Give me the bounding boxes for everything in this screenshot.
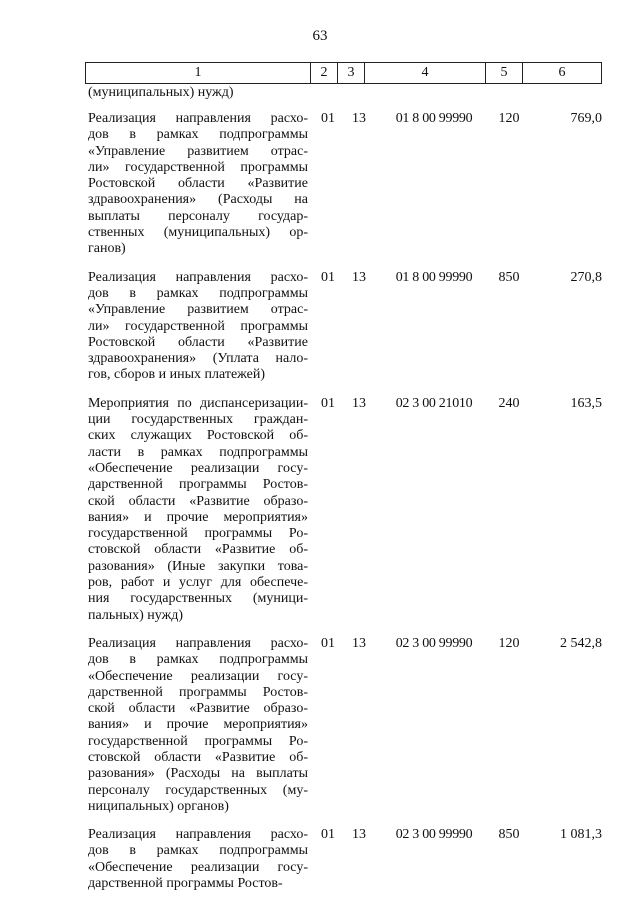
continuation-line: (муниципальных) нужд) [88,85,234,100]
description-line: ганов) [88,241,126,257]
subsection-code: 13 [352,395,366,411]
description-line: дарственной программы Ростов- [88,876,283,892]
description-line: Ростовской области «Развитие [88,176,308,192]
description-line: государственной программы Ро- [88,526,308,542]
description-line: дов в рамках подпрограммы [88,285,308,301]
description-line: разования» (Расходы на выплаты [88,766,308,782]
description-line: пальных) нужд) [88,607,184,623]
description-line: «Управление развитием отрас- [88,302,308,318]
target-article-code: 01 8 00 99990 [395,111,473,126]
amount-value: 270,8 [570,269,602,285]
target-article-code: 02 3 00 99990 [395,827,473,843]
description-line: стовской области «Развитие об- [88,749,308,765]
column-header-4: 4 [365,63,486,83]
description-line: здравоохранения» (Уплата нало- [88,351,308,367]
description-line: ли» государственной программы [88,318,308,334]
expense-type-code: 850 [498,269,520,285]
description-line: здравоохранения» (Расходы на [88,192,308,208]
description-line: дарственной программы Ростов- [88,477,308,493]
description-line: «Обеспечение реализации госу- [88,460,308,476]
description-line: Реализация направления расхо- [88,111,308,126]
row-description [88,396,308,624]
section-code: 01 [321,827,335,843]
target-article-code: 01 8 00 99990 [395,269,473,285]
description-line: ласти в рамках подпрограммы [88,444,308,460]
description-line: государственной программы Ро- [88,733,308,749]
description-line: ской области «Развитие образо- [88,701,308,717]
description-line: вания» и прочие мероприятия» [88,509,308,525]
row-description [88,270,308,384]
row-description [88,111,308,258]
table-body [88,85,602,892]
description-line: дов в рамках подпрограммы [88,843,308,859]
subsection-code: 13 [352,111,366,126]
subsection-code: 13 [352,635,366,651]
target-article-code: 02 3 00 99990 [395,635,473,651]
expense-type-code: 240 [498,395,520,411]
description-line: разования» (Иные закупки това- [88,558,308,574]
column-header-2: 2 [311,63,338,83]
table-row [88,111,602,258]
section-code: 01 [321,395,335,411]
table-row [88,270,602,384]
description-line: Ростовской области «Развитие [88,334,308,350]
target-article-code: 02 3 00 21010 [395,395,473,411]
description-line: гов, сборов и иных платежей) [88,367,266,383]
description-line: Мероприятия по диспансеризации- [88,395,308,411]
table-row [88,396,602,624]
subsection-code: 13 [352,827,366,843]
description-line: Реализация направления расхо- [88,635,308,651]
section-code: 01 [321,269,335,285]
description-line: «Обеспечение реализации госу- [88,859,308,875]
table-row [88,827,602,892]
description-line: дов в рамках подпрограммы [88,127,308,143]
expense-type-code: 120 [498,111,520,126]
description-line: ров, работ и услуг для обеспече- [88,575,308,591]
description-line: ния государственных (муници- [88,591,308,607]
description-line: ниципальных) органов) [88,798,229,814]
description-line: выплаты персоналу государ- [88,208,308,224]
description-line: персоналу государственных (му- [88,782,308,798]
page-number: 63 [312,28,328,44]
description-line: «Обеспечение реализации госу- [88,668,308,684]
description-line: ственных (муниципальных) ор- [88,225,308,241]
amount-value: 2 542,8 [560,635,602,651]
row-description [88,636,308,815]
description-line: стовской области «Развитие об- [88,542,308,558]
amount-value: 163,5 [570,395,602,411]
column-header-6: 6 [558,65,566,80]
description-line: ли» государственной программы [88,159,308,175]
description-line: ских служащих Ростовской об- [88,428,308,444]
table-row [88,636,602,815]
description-line: дов в рамках подпрограммы [88,652,308,668]
expense-type-code: 850 [498,827,520,843]
expense-type-code: 120 [498,635,520,651]
description-line: дарственной программы Ростов- [88,684,308,700]
section-code: 01 [321,635,335,651]
description-line: Реализация направления расхо- [88,827,308,843]
column-header-1: 1 [86,63,311,83]
section-code: 01 [321,111,335,126]
table-header-row [85,62,602,84]
row-description [88,827,308,892]
column-header-3: 3 [338,63,365,83]
amount-value: 1 081,3 [560,827,602,843]
column-header-5: 5 [486,63,523,83]
subsection-code: 13 [352,269,366,285]
amount-value: 769,0 [570,111,602,126]
description-line: Реализация направления расхо- [88,269,308,285]
description-line: ской области «Развитие образо- [88,493,308,509]
description-line: «Управление развитием отрас- [88,143,308,159]
description-line: вания» и прочие мероприятия» [88,717,308,733]
description-line: ции государственных граждан- [88,412,308,428]
